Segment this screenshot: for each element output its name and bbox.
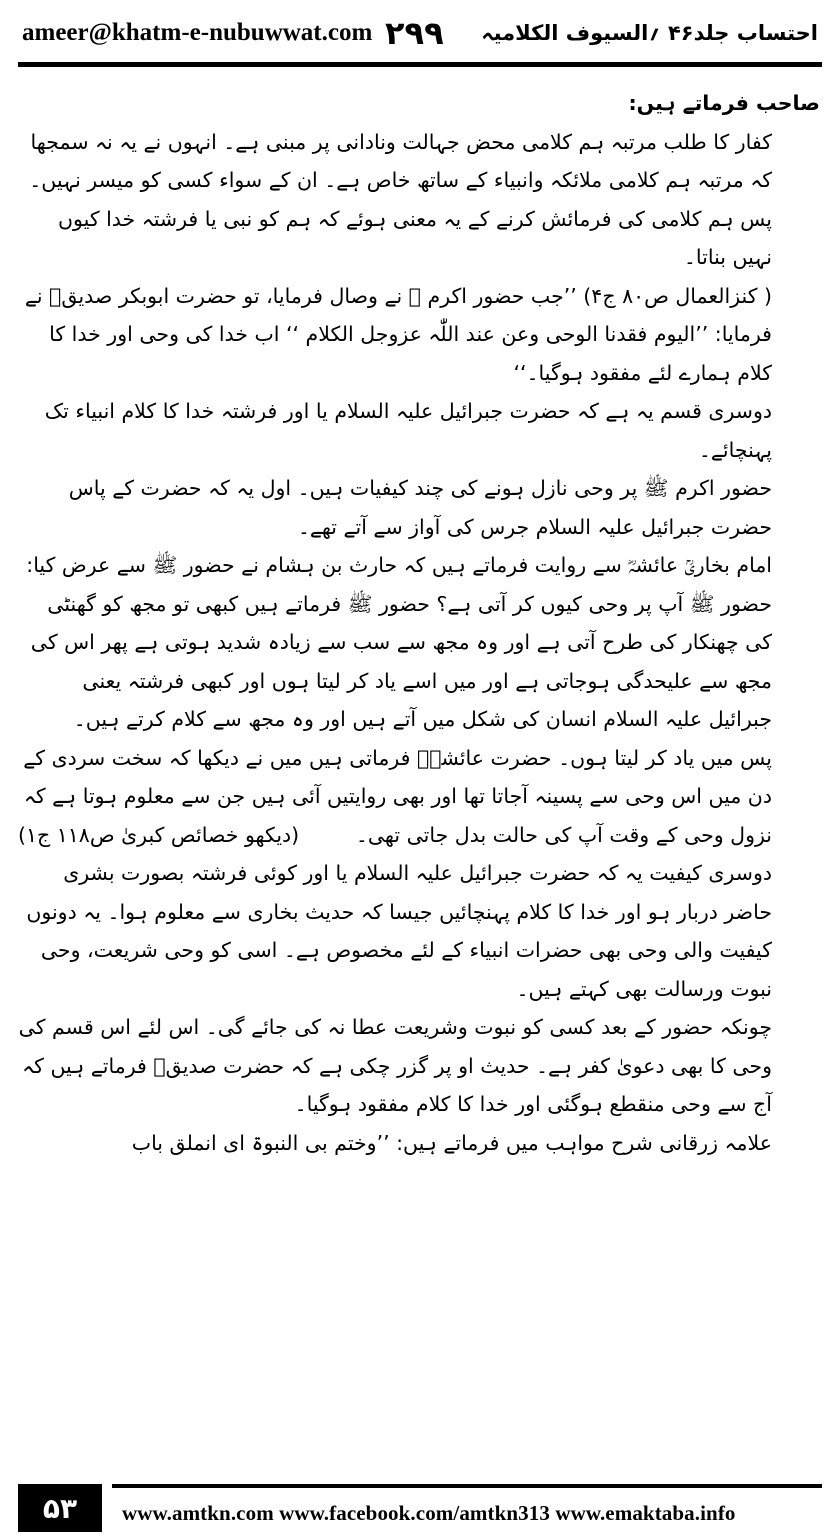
paragraph: حضور اکرم ﷺ پر وحی نازل ہونے کی چند کیفیات ہیں۔ اول یہ کہ حضرت کے پاس حضرت جبرائیل علیہ السلام جرس کی آواز سے آتے تھے۔ — [68, 476, 772, 539]
header-page-number: ۲۹۹ — [385, 14, 444, 52]
footer-page-number: ۵۳ — [18, 1484, 102, 1532]
paragraph: دوسری قسم یہ ہے کہ حضرت جبرائیل علیہ السلام یا اور فرشتہ خدا کا کلام انبیاء تک پہنچائے۔ — [44, 399, 772, 462]
paragraph: ( کنزالعمال ص۸۰ ج۴) ’’جب حضور اکرم ﷺ نے وصال فرمایا، تو حضرت ابوبکر صدیقؓ نے فرمایا: ’’الیوم فقدنا الوحی وعن عند اللّٰہ عزوجل الکلام ‘‘ اب خدا کی وحی اور خدا کا کلام ہمارے لئے مفقود ہوگیا۔‘‘ — [24, 283, 772, 385]
page-footer — [18, 1478, 822, 1532]
source-reference: (دیکھو خصائص کبریٰ ص۱۱۸ ج۱) — [18, 822, 300, 847]
paragraph: کفار کا طلب مرتبہ ہم کلامی محض جہالت ونادانی پر مبنی ہے۔ انہوں نے یہ نہ سمجھا کہ مرتبہ ہم کلامی ملائکہ وانبیاء کے ساتھ خاص ہے۔ ان کے سواء کسی کو میسر نہیں۔ پس ہم کلامی کی فرمائش کرنے کے یہ معنی ہوئے کہ ہم کو نبی یا فرشتہ خدا کیوں نہیں بناتا۔ — [29, 129, 772, 269]
header-email: ameer@khatm-e-nubuwwat.com — [22, 19, 373, 46]
paragraph: علامہ زرقانی شرح مواہب میں فرماتے ہیں: ’’وختم بی النبوۃ ای انملق باب — [131, 1130, 772, 1155]
paragraph: امام بخاریؒ عائشہؓ سے روایت فرماتے ہیں کہ حارث بن ہشام نے حضور ﷺ سے عرض کیا: حضور ﷺ آپ پر وحی کیوں کر آتی ہے؟ حضور ﷺ فرماتے ہیں کبھی تو مجھ کو گھنٹی کی چھنکار کی طرح آتی ہے اور وہ مجھ سے سب سے زیادہ شدید ہوتی ہے پھر اس کی مجھ سے علیحدگی ہوجاتی ہے اور میں اسے یاد کر لیتا ہوں اور کبھی فرشتہ یعنی جبرائیل علیہ السلام انسان کی شکل میں آتے ہیں اور وہ مجھ سے کلام کرتے ہیں۔ — [26, 553, 772, 731]
page-body — [18, 84, 820, 1460]
footer-links: www.amtkn.com www.facebook.com/amtkn313 www.emaktaba.info — [122, 1500, 736, 1525]
paragraph-text: پس میں یاد کر لیتا ہوں۔ حضرت عائشہؓ فرماتی ہیں میں نے دیکھا کہ سخت سردی کے دن میں اس وحی سے پسینہ آجاتا تھا اور بھی روایتیں آئی ہیں جن سے معلوم ہوتا ہے کہ نزول وحی کے وقت آپ کی حالت بدل جاتی تھی۔ — [23, 745, 772, 847]
footer-divider — [112, 1484, 822, 1488]
paragraph: صاحب فرماتے ہیں: — [628, 91, 820, 115]
paragraph-with-reference — [18, 739, 820, 855]
paragraph: چونکہ حضور کے بعد کسی کو نبوت وشریعت عطا نہ کی جائے گی۔ اس لئے اس قسم کی وحی کا بھی دعویٰ کفر ہے۔ حدیث او پر گزر چکی ہے کہ حضرت صدیقؓ فرماتے ہیں کہ آج سے وحی منقطع ہوگئی اور خدا کا کلام مفقود ہوگیا۔ — [18, 1015, 772, 1116]
header-running-title: احتساب جلد۴۶ ؍السیوف الکلامیہ — [481, 21, 818, 45]
paragraph: دوسری کیفیت یہ کہ حضرت جبرائیل علیہ السلام یا اور کوئی فرشتہ بصورت بشری حاضر دربار ہو اور خدا کا کلام پہنچائیں جیسا کہ حدیث بخاری سے معلوم ہوا۔ یہ دونوں کیفیت والی وحی بھی حضرات انبیاء کے لئے مخصوص ہے۔ اسی کو وحی شریعت، وحی نبوت ورسالت بھی کہتے ہیں۔ — [26, 861, 772, 1001]
header-divider — [18, 62, 822, 67]
